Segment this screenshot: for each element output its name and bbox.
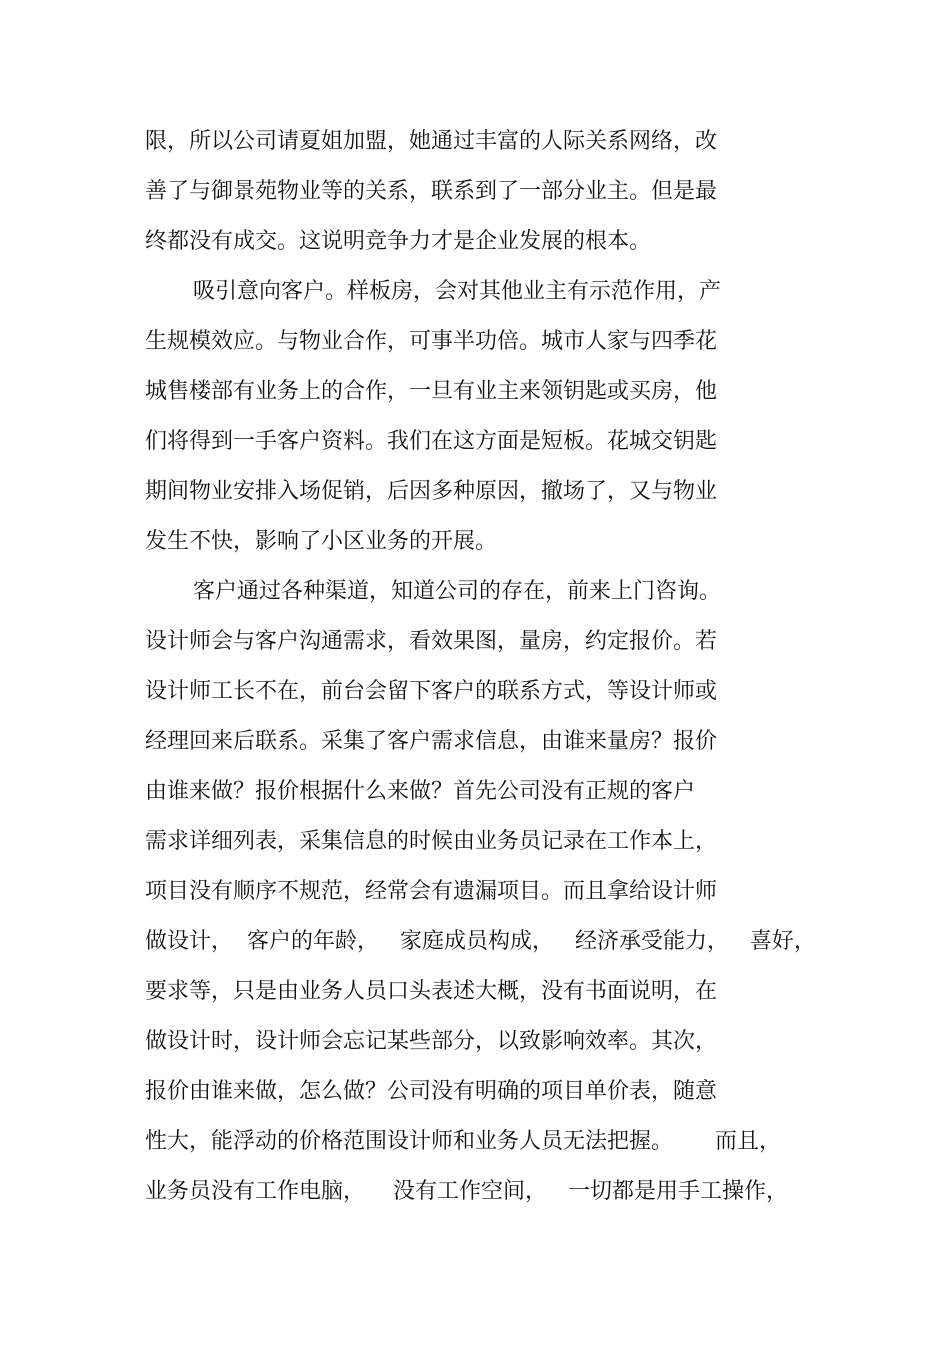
text-line: 生规模效应。与物业合作，可事半功倍。城市人家与四季花 (145, 329, 718, 354)
text-line: 业务员没有工作电脑， 没有工作空间， 一切都是用手工操作， (145, 1179, 788, 1204)
text-line: 做设计， 客户的年龄， 家庭成员构成， 经济承受能力， 喜好， (145, 929, 816, 954)
text-line: 们将得到一手客户资料。我们在这方面是短板。花城交钥匙 (145, 429, 718, 454)
text-line: 报价由谁来做，怎么做？公司没有明确的项目单价表，随意 (145, 1079, 718, 1104)
paragraph-start-line: 客户通过各种渠道，知道公司的存在，前来上门咨询。 (193, 579, 722, 604)
text-line: 需求详细列表，采集信息的时候由业务员记录在工作本上， (145, 829, 718, 854)
text-line: 善了与御景苑物业等的关系，联系到了一部分业主。但是最 (145, 179, 718, 204)
text-line: 期间物业安排入场促销，后因多种原因，撤场了，又与物业 (145, 479, 718, 504)
text-line: 由谁来做？报价根据什么来做？首先公司没有正规的客户 (145, 779, 696, 804)
text-line: 设计师工长不在，前台会留下客户的联系方式，等设计师或 (145, 679, 718, 704)
paragraph-start-line: 吸引意向客户。样板房，会对其他业主有示范作用，产 (193, 279, 722, 304)
text-line: 城售楼部有业务上的合作，一旦有业主来领钥匙或买房，他 (145, 379, 718, 404)
text-line: 做设计时，设计师会忘记某些部分，以致影响效率。其次， (145, 1029, 718, 1054)
text-line: 要求等，只是由业务人员口头表述大概，没有书面说明，在 (145, 979, 718, 1004)
text-line: 经理回来后联系。采集了客户需求信息，由谁来量房？报价 (145, 729, 718, 754)
text-line: 设计师会与客户沟通需求，看效果图，量房，约定报价。若 (145, 629, 718, 654)
text-line: 终都没有成交。这说明竞争力才是企业发展的根本。 (145, 229, 652, 254)
text-line: 发生不快，影响了小区业务的开展。 (145, 529, 498, 554)
text-line: 性大，能浮动的价格范围设计师和业务人员无法把握。 而且， (145, 1129, 781, 1154)
text-line: 项目没有顺序不规范，经常会有遗漏项目。而且拿给设计师 (145, 879, 718, 904)
text-line: 限，所以公司请夏姐加盟，她通过丰富的人际关系网络，改 (145, 129, 718, 154)
